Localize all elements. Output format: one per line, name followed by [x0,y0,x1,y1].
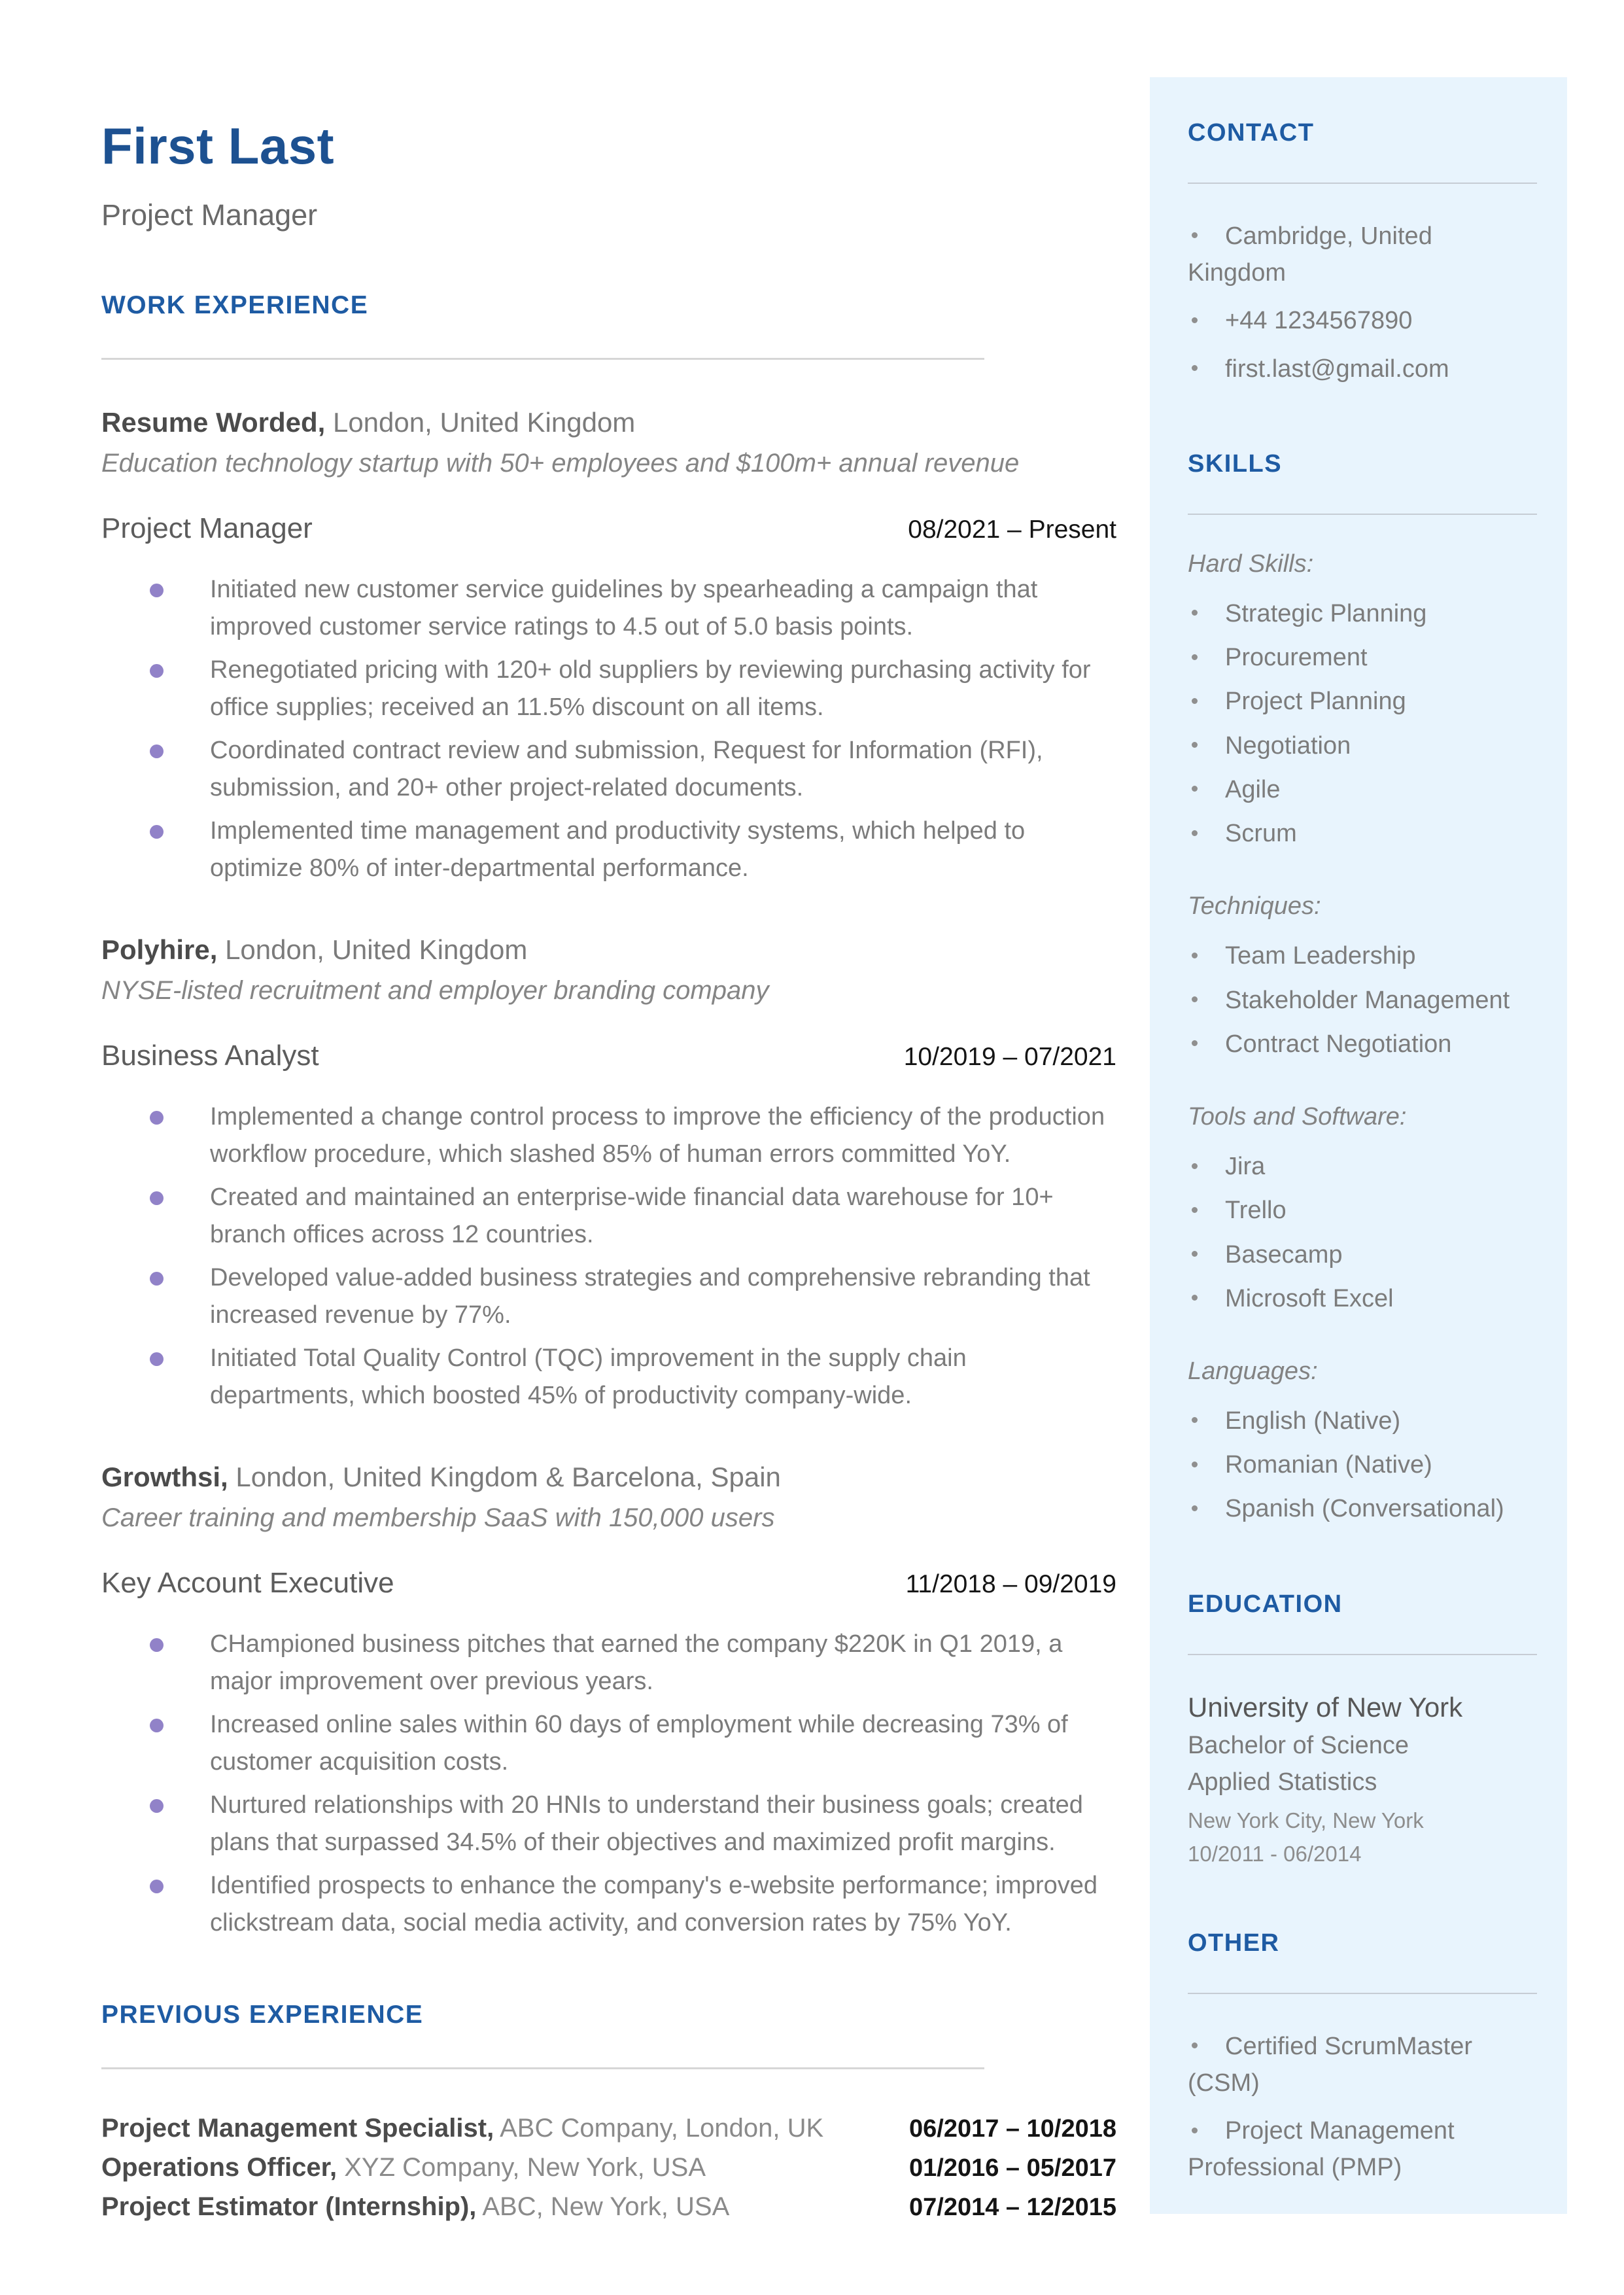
other-text: Project Management Professional (PMP) [1188,2117,1455,2182]
skill-list [1188,1148,1537,1317]
skill-item [1188,771,1537,808]
contact-list [1188,218,1537,387]
bullet-item [101,732,1116,807]
bullet-dot-icon [150,825,164,839]
skill-item [1188,1446,1537,1483]
skill-item [1188,1148,1537,1185]
skill-item [1188,683,1537,720]
job-dates: 08/2021 – Present [908,516,1116,544]
skill-text: Stakeholder Management [1225,986,1510,1014]
bullet-dot-icon [150,745,164,758]
bullet-item [101,652,1116,726]
bullet-mini-dot-icon [1192,2042,1198,2048]
bullet-dot-icon [150,1880,164,1893]
company-line [101,1462,1116,1493]
skill-item [1188,1280,1537,1317]
job-title-row [101,1040,1116,1072]
bullet-mini-dot-icon [1192,232,1198,238]
bullet-item [101,1787,1116,1861]
bullet-list [101,571,1116,887]
bullet-dot-icon [150,1719,164,1732]
bullet-text: Nurtured relationships with 20 HNIs to understand their business goals; created plans that surpassed 34.5% of their objectives and maximized profit margins. [210,1791,1083,1856]
education-school: University of New York [1188,1691,1463,1723]
job-title: Key Account Executive [101,1567,394,1599]
bullet-item [101,1098,1116,1173]
previous-experience-rows [101,2114,1116,2222]
previous-company: ABC Company, London, UK [494,2114,824,2143]
skill-text: Procurement [1225,644,1368,672]
bullet-text: Initiated new customer service guidelines by spearheading a campaign that improved customer service ratings to 4.5 out of 5.0 basis points. [210,576,1038,640]
bullet-text: Developed value-added business strategies and comprehensive rebranding that increased revenue by 77%. [210,1264,1090,1329]
previous-row [101,2192,1116,2222]
previous-role-line [101,2192,729,2222]
bullet-text: Identified prospects to enhance the company's e-website performance; improved clickstream data, social media activity, and conversion rates by 75% YoY. [210,1872,1097,1936]
company-name: Growthsi, [101,1462,228,1492]
contact-item [1188,218,1537,291]
skill-text: Scrum [1225,820,1297,848]
bullet-mini-dot-icon [1192,365,1198,371]
bullet-mini-dot-icon [1192,2128,1198,2133]
skill-text: Agile [1225,775,1281,803]
skill-text: Romanian (Native) [1225,1451,1432,1479]
previous-company: ABC, New York, USA [476,2192,730,2221]
bullet-item [101,571,1116,646]
previous-company: XYZ Company, New York, USA [337,2153,706,2182]
job-title-row [101,1567,1116,1600]
skill-item [1188,1236,1537,1273]
bullet-mini-dot-icon [1192,1462,1198,1467]
contact-text: first.last@gmail.com [1225,355,1449,383]
bullet-text: Renegotiated pricing with 120+ old suppliers by reviewing purchasing activity for office supplies; received an 11.5% discount on all items. [210,656,1091,721]
company-location: London, United Kingdom [325,407,636,438]
sidebar-divider [1188,1654,1537,1655]
education-degree: Bachelor of Science [1188,1731,1409,1759]
skill-item [1188,937,1537,974]
job-title: Project Manager [101,512,313,544]
company-name: Polyhire, [101,934,218,965]
bullet-mini-dot-icon [1192,830,1198,836]
other-text: Certified ScrumMaster (CSM) [1188,2032,1472,2097]
bullet-mini-dot-icon [1192,996,1198,1002]
skill-group-label: Languages: [1188,1357,1318,1385]
skill-item [1188,982,1537,1019]
bullet-dot-icon [150,1111,164,1125]
company-name: Resume Worded, [101,407,326,438]
education-dates: 10/2011 - 06/2014 [1188,1841,1362,1866]
previous-row [101,2153,1116,2182]
job-dates: 10/2019 – 07/2021 [903,1043,1116,1071]
bullet-mini-dot-icon [1192,698,1198,704]
bullet-list [101,1098,1116,1414]
skill-text: Team Leadership [1225,942,1416,970]
skill-group-label: Techniques: [1188,892,1321,920]
skill-item [1188,1490,1537,1527]
previous-role-line [101,2114,823,2143]
job-entry [101,1462,1116,1942]
skill-item [1188,1403,1537,1439]
bullet-mini-dot-icon [1192,1207,1198,1213]
skill-group-label: Tools and Software: [1188,1103,1407,1131]
previous-row [101,2114,1116,2143]
section-heading-education: EDUCATION [1188,1590,1343,1618]
education-field: Applied Statistics [1188,1768,1377,1796]
section-heading-work-experience: WORK EXPERIENCE [101,291,369,319]
company-description: Career training and membership SaaS with 150,000 users [101,1503,775,1532]
bullet-mini-dot-icon [1192,786,1198,792]
bullet-item [101,1626,1116,1700]
candidate-title: Project Manager [101,198,318,232]
skill-item [1188,815,1537,852]
section-heading-skills: SKILLS [1188,449,1283,478]
section-heading-previous-experience: PREVIOUS EXPERIENCE [101,2001,424,2029]
bullet-dot-icon [150,1352,164,1366]
skill-text: Basecamp [1225,1240,1343,1269]
bullet-item [101,1867,1116,1942]
bullet-text: Created and maintained an enterprise-wide financial data warehouse for 10+ branch offices across 12 countries. [210,1183,1054,1248]
skill-item [1188,639,1537,676]
bullet-mini-dot-icon [1192,1295,1198,1301]
sidebar-divider [1188,514,1537,515]
skill-list [1188,1403,1537,1528]
education-location: New York City, New York [1188,1808,1424,1832]
bullet-text: Increased online sales within 60 days of employment while decreasing 73% of customer acquisition costs. [210,1711,1068,1776]
bullet-item [101,1259,1116,1334]
job-title-row [101,512,1116,545]
sidebar [1150,77,1567,2214]
main-column [101,0,1116,2232]
job-title: Business Analyst [101,1040,319,1072]
skill-item [1188,727,1537,764]
previous-dates: 06/2017 – 10/2018 [909,2115,1116,2143]
bullet-mini-dot-icon [1192,1505,1198,1511]
bullet-mini-dot-icon [1192,742,1198,748]
bullet-dot-icon [150,664,164,678]
previous-role: Project Management Specialist, [101,2114,494,2143]
bullet-mini-dot-icon [1192,317,1198,323]
skill-text: Strategic Planning [1225,599,1427,627]
skill-text: Jira [1225,1153,1266,1181]
section-heading-other: OTHER [1188,1929,1280,1957]
previous-role: Project Estimator (Internship), [101,2192,477,2221]
sidebar-divider [1188,1993,1537,1994]
previous-dates: 07/2014 – 12/2015 [909,2194,1116,2221]
bullet-dot-icon [150,1799,164,1813]
bullet-text: Implemented a change control process to improve the efficiency of the production workflow procedure, which slashed 85% of human errors committed YoY. [210,1103,1105,1168]
bullet-mini-dot-icon [1192,953,1198,958]
bullet-mini-dot-icon [1192,654,1198,660]
bullet-item [101,1340,1116,1414]
bullet-text: Implemented time management and productivity systems, which helped to optimize 80% of inter-departmental performance. [210,817,1026,882]
skill-text: Microsoft Excel [1225,1284,1394,1312]
bullet-mini-dot-icon [1192,1040,1198,1046]
company-location: London, United Kingdom [217,934,528,965]
company-description: NYSE-listed recruitment and employer branding company [101,976,769,1005]
skill-text: Project Planning [1225,688,1406,716]
section-divider [101,2067,984,2069]
job-dates: 11/2018 – 09/2019 [905,1570,1116,1598]
sidebar-divider [1188,183,1537,184]
bullet-list [101,1626,1116,1942]
bullet-mini-dot-icon [1192,1417,1198,1423]
bullet-dot-icon [150,1272,164,1286]
company-line [101,934,1116,966]
section-heading-contact: CONTACT [1188,119,1315,147]
bullet-mini-dot-icon [1192,610,1198,616]
other-item [1188,2112,1537,2186]
skill-item [1188,595,1537,632]
contact-item [1188,351,1537,387]
company-description: Education technology startup with 50+ employees and $100m+ annual revenue [101,449,1020,478]
bullet-mini-dot-icon [1192,1163,1198,1169]
other-item [1188,2028,1537,2101]
bullet-dot-icon [150,1638,164,1652]
bullet-item [101,1179,1116,1253]
bullet-dot-icon [150,584,164,597]
skill-text: English (Native) [1225,1407,1401,1435]
company-location: London, United Kingdom & Barcelona, Spain [228,1462,781,1492]
bullet-dot-icon [150,1191,164,1205]
bullet-text: Initiated Total Quality Control (TQC) improvement in the supply chain departments, which boosted 45% of productivity company-wide. [210,1344,967,1409]
skill-item [1188,1192,1537,1229]
skill-text: Spanish (Conversational) [1225,1495,1504,1523]
skill-list [1188,595,1537,852]
section-divider [101,358,984,360]
skill-text: Negotiation [1225,731,1351,760]
bullet-mini-dot-icon [1192,1251,1198,1257]
other-list [1188,2028,1537,2186]
skill-text: Contract Negotiation [1225,1030,1452,1058]
bullet-item [101,1706,1116,1781]
bullet-text: Coordinated contract review and submission, Request for Information (RFI), submission, and 20+ other project-related documents. [210,737,1043,801]
skill-list [1188,937,1537,1062]
bullet-item [101,813,1116,887]
previous-role: Operations Officer, [101,2153,337,2182]
skill-group-label: Hard Skills: [1188,550,1314,578]
company-line [101,407,1116,438]
contact-text: +44 1234567890 [1225,307,1413,335]
job-entry [101,407,1116,887]
job-entry [101,934,1116,1414]
contact-text: Cambridge, United Kingdom [1188,222,1432,287]
previous-role-line [101,2153,706,2182]
skill-item [1188,1026,1537,1062]
previous-dates: 01/2016 – 05/2017 [909,2154,1116,2182]
candidate-name: First Last [101,117,335,175]
contact-item [1188,302,1537,339]
bullet-text: CHampioned business pitches that earned the company $220K in Q1 2019, a major improvement over previous years. [210,1630,1063,1695]
skill-text: Trello [1225,1197,1287,1225]
